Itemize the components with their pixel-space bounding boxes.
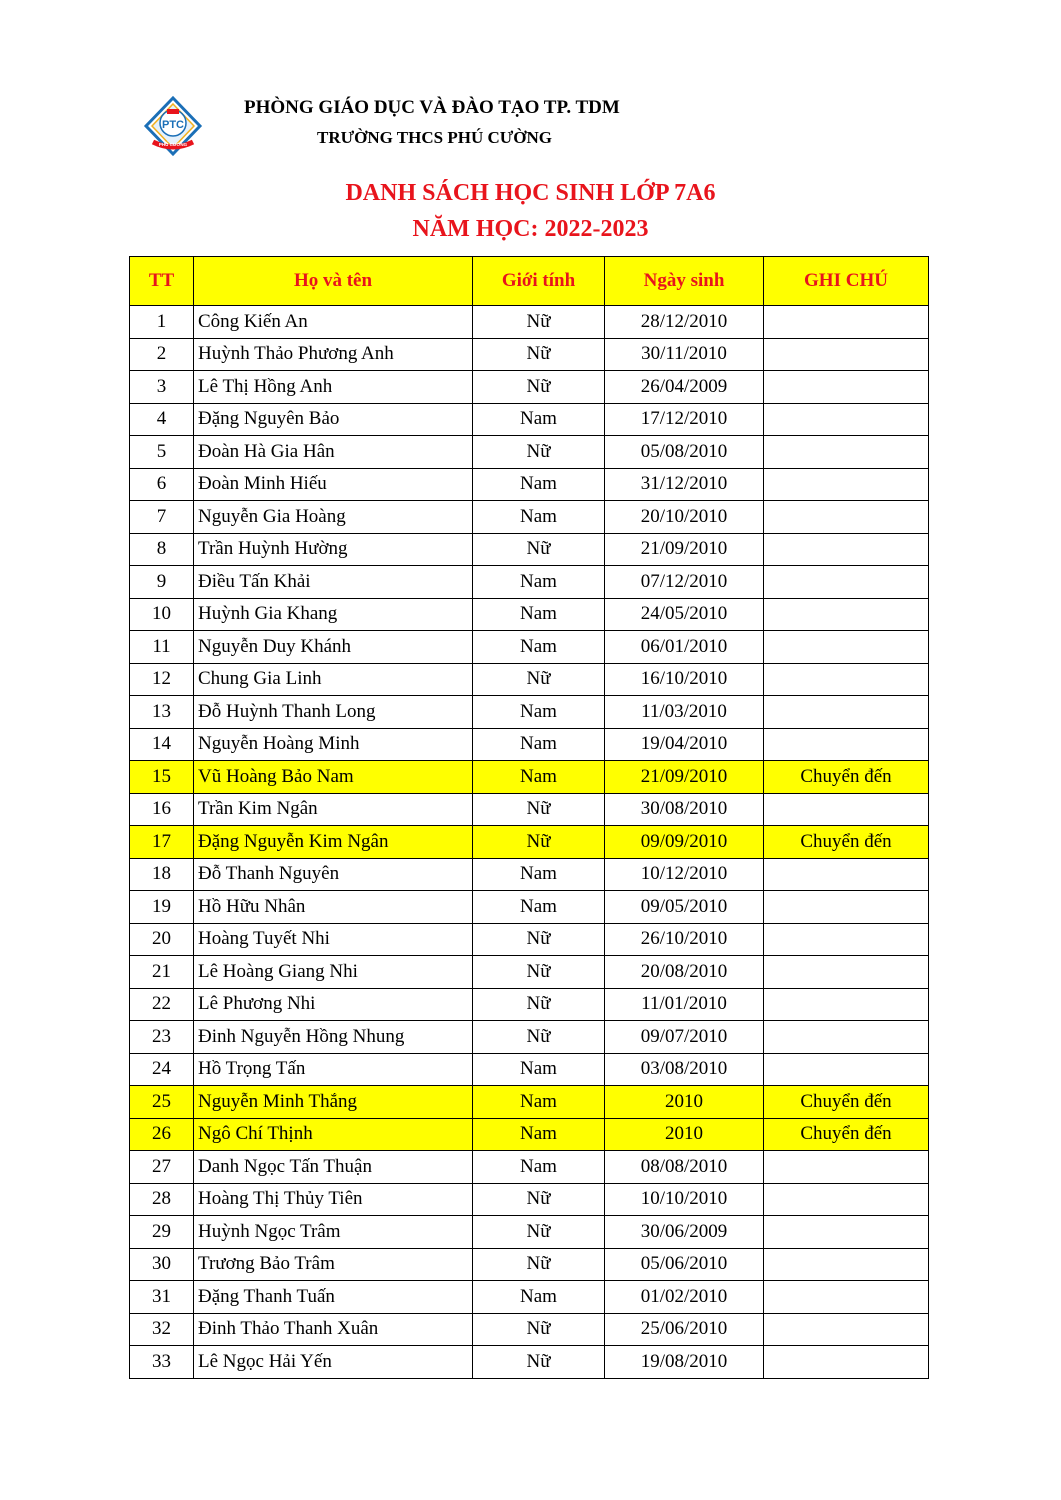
cell-name: Đặng Thanh Tuấn: [194, 1281, 473, 1314]
table-row: [130, 1118, 929, 1151]
school-name: TRƯỜNG THCS PHÚ CƯỜNG: [317, 128, 553, 147]
cell-note: [764, 631, 929, 664]
cell-gender: Nữ: [473, 1248, 605, 1281]
cell-gender: Nam: [473, 761, 605, 794]
cell-note: [764, 501, 929, 534]
cell-tt: 16: [130, 793, 194, 826]
cell-name: Trương Bảo Trâm: [194, 1248, 473, 1281]
cell-name: Đặng Nguyễn Kim Ngân: [194, 826, 473, 859]
table-row: [130, 436, 929, 469]
cell-dob: 19/04/2010: [605, 728, 764, 761]
cell-note: [764, 1183, 929, 1216]
table-row: [130, 403, 929, 436]
cell-name: Đỗ Thanh Nguyên: [194, 858, 473, 891]
cell-dob: 31/12/2010: [605, 468, 764, 501]
cell-gender: Nam: [473, 1053, 605, 1086]
cell-name: Hồ Trọng Tấn: [194, 1053, 473, 1086]
cell-tt: 20: [130, 923, 194, 956]
cell-gender: Nữ: [473, 533, 605, 566]
cell-gender: Nữ: [473, 1216, 605, 1249]
cell-note: [764, 1313, 929, 1346]
table-row: [130, 1021, 929, 1054]
column-header-gender: Giới tính: [473, 257, 605, 306]
cell-gender: Nữ: [473, 1346, 605, 1379]
cell-note: Chuyển đến: [764, 1086, 929, 1119]
cell-name: Hoàng Tuyết Nhi: [194, 923, 473, 956]
cell-name: Đinh Thảo Thanh Xuân: [194, 1313, 473, 1346]
cell-note: [764, 1151, 929, 1184]
cell-dob: 30/08/2010: [605, 793, 764, 826]
table-row: [130, 371, 929, 404]
table-row: [130, 988, 929, 1021]
department-name: PHÒNG GIÁO DỤC VÀ ĐÀO TẠO TP. TDM: [244, 97, 620, 118]
cell-note: [764, 956, 929, 989]
table-row: [130, 533, 929, 566]
cell-note: [764, 663, 929, 696]
cell-gender: Nữ: [473, 956, 605, 989]
cell-name: Trần Kim Ngân: [194, 793, 473, 826]
cell-note: Chuyển đến: [764, 761, 929, 794]
cell-name: Nguyễn Gia Hoàng: [194, 501, 473, 534]
table-row: [130, 1248, 929, 1281]
cell-tt: 10: [130, 598, 194, 631]
cell-gender: Nữ: [473, 1021, 605, 1054]
cell-note: [764, 598, 929, 631]
cell-tt: 33: [130, 1346, 194, 1379]
cell-tt: 5: [130, 436, 194, 469]
cell-tt: 8: [130, 533, 194, 566]
cell-dob: 01/02/2010: [605, 1281, 764, 1314]
table-row: [130, 858, 929, 891]
cell-name: Nguyễn Minh Thắng: [194, 1086, 473, 1119]
column-header-name: Họ và tên: [194, 257, 473, 306]
cell-tt: 18: [130, 858, 194, 891]
cell-dob: 07/12/2010: [605, 566, 764, 599]
cell-gender: Nam: [473, 696, 605, 729]
cell-tt: 6: [130, 468, 194, 501]
document-title: DANH SÁCH HỌC SINH LỚP 7A6: [345, 180, 716, 206]
column-header-note: GHI CHÚ: [764, 257, 929, 306]
table-row: [130, 1183, 929, 1216]
cell-note: Chuyển đến: [764, 826, 929, 859]
table-row: [130, 696, 929, 729]
table-row: [130, 1281, 929, 1314]
cell-gender: Nữ: [473, 306, 605, 339]
cell-tt: 29: [130, 1216, 194, 1249]
cell-tt: 28: [130, 1183, 194, 1216]
cell-tt: 14: [130, 728, 194, 761]
cell-name: Nguyễn Hoàng Minh: [194, 728, 473, 761]
cell-dob: 24/05/2010: [605, 598, 764, 631]
cell-gender: Nữ: [473, 436, 605, 469]
cell-note: [764, 1281, 929, 1314]
svg-text:PTC: PTC: [162, 119, 184, 131]
cell-note: [764, 1216, 929, 1249]
cell-dob: 09/07/2010: [605, 1021, 764, 1054]
cell-tt: 12: [130, 663, 194, 696]
cell-gender: Nam: [473, 858, 605, 891]
table-row: [130, 598, 929, 631]
cell-note: [764, 793, 929, 826]
cell-name: Huỳnh Gia Khang: [194, 598, 473, 631]
cell-dob: 26/10/2010: [605, 923, 764, 956]
table-row: [130, 923, 929, 956]
cell-note: [764, 338, 929, 371]
table-row: [130, 793, 929, 826]
cell-name: Đỗ Huỳnh Thanh Long: [194, 696, 473, 729]
cell-name: Lê Hoàng Giang Nhi: [194, 956, 473, 989]
cell-dob: 30/11/2010: [605, 338, 764, 371]
cell-dob: 21/09/2010: [605, 761, 764, 794]
cell-name: Hoàng Thị Thủy Tiên: [194, 1183, 473, 1216]
cell-tt: 4: [130, 403, 194, 436]
cell-gender: Nam: [473, 631, 605, 664]
cell-dob: 05/06/2010: [605, 1248, 764, 1281]
cell-dob: 16/10/2010: [605, 663, 764, 696]
cell-gender: Nữ: [473, 923, 605, 956]
cell-note: Chuyển đến: [764, 1118, 929, 1151]
cell-tt: 17: [130, 826, 194, 859]
table-row: [130, 891, 929, 924]
cell-gender: Nữ: [473, 793, 605, 826]
cell-dob: 28/12/2010: [605, 306, 764, 339]
cell-dob: 11/01/2010: [605, 988, 764, 1021]
cell-name: Điều Tấn Khải: [194, 566, 473, 599]
cell-gender: Nam: [473, 566, 605, 599]
table-header-row: [130, 257, 929, 306]
cell-name: Danh Ngọc Tấn Thuận: [194, 1151, 473, 1184]
cell-name: Đinh Nguyễn Hồng Nhung: [194, 1021, 473, 1054]
cell-dob: 08/08/2010: [605, 1151, 764, 1184]
table-body: [130, 306, 929, 1379]
cell-note: [764, 728, 929, 761]
svg-text:PHÚ CƯỜNG: PHÚ CƯỜNG: [158, 142, 188, 147]
cell-name: Chung Gia Linh: [194, 663, 473, 696]
cell-name: Nguyễn Duy Khánh: [194, 631, 473, 664]
cell-gender: Nam: [473, 1118, 605, 1151]
cell-tt: 19: [130, 891, 194, 924]
table-row: [130, 306, 929, 339]
school-year-title: NĂM HỌC: 2022-2023: [412, 216, 649, 242]
cell-note: [764, 988, 929, 1021]
cell-name: Huỳnh Ngọc Trâm: [194, 1216, 473, 1249]
cell-dob: 05/08/2010: [605, 436, 764, 469]
cell-gender: Nam: [473, 1281, 605, 1314]
cell-tt: 1: [130, 306, 194, 339]
table-row: [130, 566, 929, 599]
cell-note: [764, 371, 929, 404]
cell-dob: 10/10/2010: [605, 1183, 764, 1216]
cell-dob: 2010: [605, 1086, 764, 1119]
cell-name: Lê Thị Hồng Anh: [194, 371, 473, 404]
cell-gender: Nữ: [473, 371, 605, 404]
cell-dob: 10/12/2010: [605, 858, 764, 891]
cell-gender: Nữ: [473, 338, 605, 371]
cell-note: [764, 891, 929, 924]
cell-note: [764, 468, 929, 501]
cell-dob: 11/03/2010: [605, 696, 764, 729]
table-row: [130, 1216, 929, 1249]
table-row: [130, 761, 929, 794]
cell-gender: Nam: [473, 891, 605, 924]
cell-tt: 31: [130, 1281, 194, 1314]
cell-tt: 13: [130, 696, 194, 729]
cell-note: [764, 436, 929, 469]
cell-gender: Nam: [473, 403, 605, 436]
cell-name: Lê Phương Nhi: [194, 988, 473, 1021]
table-row: [130, 631, 929, 664]
cell-dob: 06/01/2010: [605, 631, 764, 664]
cell-tt: 21: [130, 956, 194, 989]
table-row: [130, 1346, 929, 1379]
table-row: [130, 826, 929, 859]
cell-name: Đoàn Minh Hiếu: [194, 468, 473, 501]
cell-tt: 32: [130, 1313, 194, 1346]
cell-tt: 26: [130, 1118, 194, 1151]
cell-name: Đoàn Hà Gia Hân: [194, 436, 473, 469]
table-row: [130, 1313, 929, 1346]
cell-dob: 09/05/2010: [605, 891, 764, 924]
cell-gender: Nữ: [473, 988, 605, 1021]
cell-tt: 2: [130, 338, 194, 371]
cell-tt: 25: [130, 1086, 194, 1119]
cell-note: [764, 306, 929, 339]
cell-name: Huỳnh Thảo Phương Anh: [194, 338, 473, 371]
cell-gender: Nam: [473, 1086, 605, 1119]
cell-note: [764, 923, 929, 956]
cell-gender: Nữ: [473, 1313, 605, 1346]
cell-gender: Nam: [473, 598, 605, 631]
cell-name: Lê Ngọc Hải Yến: [194, 1346, 473, 1379]
cell-dob: 20/08/2010: [605, 956, 764, 989]
cell-gender: Nam: [473, 728, 605, 761]
column-header-dob: Ngày sinh: [605, 257, 764, 306]
cell-gender: Nam: [473, 468, 605, 501]
cell-tt: 7: [130, 501, 194, 534]
cell-dob: 2010: [605, 1118, 764, 1151]
cell-gender: Nam: [473, 1151, 605, 1184]
cell-note: [764, 1346, 929, 1379]
table-row: [130, 663, 929, 696]
cell-dob: 20/10/2010: [605, 501, 764, 534]
table-row: [130, 956, 929, 989]
cell-gender: Nữ: [473, 663, 605, 696]
cell-tt: 24: [130, 1053, 194, 1086]
cell-dob: 25/06/2010: [605, 1313, 764, 1346]
school-logo-icon: [143, 96, 203, 158]
cell-tt: 23: [130, 1021, 194, 1054]
cell-tt: 27: [130, 1151, 194, 1184]
cell-tt: 22: [130, 988, 194, 1021]
cell-name: Ngô Chí Thịnh: [194, 1118, 473, 1151]
cell-name: Vũ Hoàng Bảo Nam: [194, 761, 473, 794]
cell-gender: Nữ: [473, 1183, 605, 1216]
table-row: [130, 338, 929, 371]
cell-note: [764, 1248, 929, 1281]
school-logo: [143, 96, 203, 158]
table-row: [130, 1151, 929, 1184]
cell-name: Trần Huỳnh Hường: [194, 533, 473, 566]
column-header-tt: TT: [130, 257, 194, 306]
cell-tt: 9: [130, 566, 194, 599]
cell-dob: 03/08/2010: [605, 1053, 764, 1086]
cell-tt: 15: [130, 761, 194, 794]
cell-dob: 30/06/2009: [605, 1216, 764, 1249]
cell-gender: Nữ: [473, 826, 605, 859]
cell-tt: 30: [130, 1248, 194, 1281]
cell-name: Công Kiến An: [194, 306, 473, 339]
cell-note: [764, 858, 929, 891]
cell-tt: 3: [130, 371, 194, 404]
cell-dob: 26/04/2009: [605, 371, 764, 404]
table-row: [130, 501, 929, 534]
cell-dob: 17/12/2010: [605, 403, 764, 436]
cell-note: [764, 696, 929, 729]
table-row: [130, 1053, 929, 1086]
cell-note: [764, 1053, 929, 1086]
cell-name: Đặng Nguyên Bảo: [194, 403, 473, 436]
student-roster-table: [129, 256, 929, 1379]
table-row: [130, 468, 929, 501]
cell-tt: 11: [130, 631, 194, 664]
cell-gender: Nam: [473, 501, 605, 534]
cell-note: [764, 533, 929, 566]
cell-note: [764, 403, 929, 436]
cell-name: Hồ Hữu Nhân: [194, 891, 473, 924]
cell-note: [764, 566, 929, 599]
cell-dob: 19/08/2010: [605, 1346, 764, 1379]
cell-note: [764, 1021, 929, 1054]
cell-dob: 09/09/2010: [605, 826, 764, 859]
table-row: [130, 1086, 929, 1119]
cell-dob: 21/09/2010: [605, 533, 764, 566]
table-row: [130, 728, 929, 761]
